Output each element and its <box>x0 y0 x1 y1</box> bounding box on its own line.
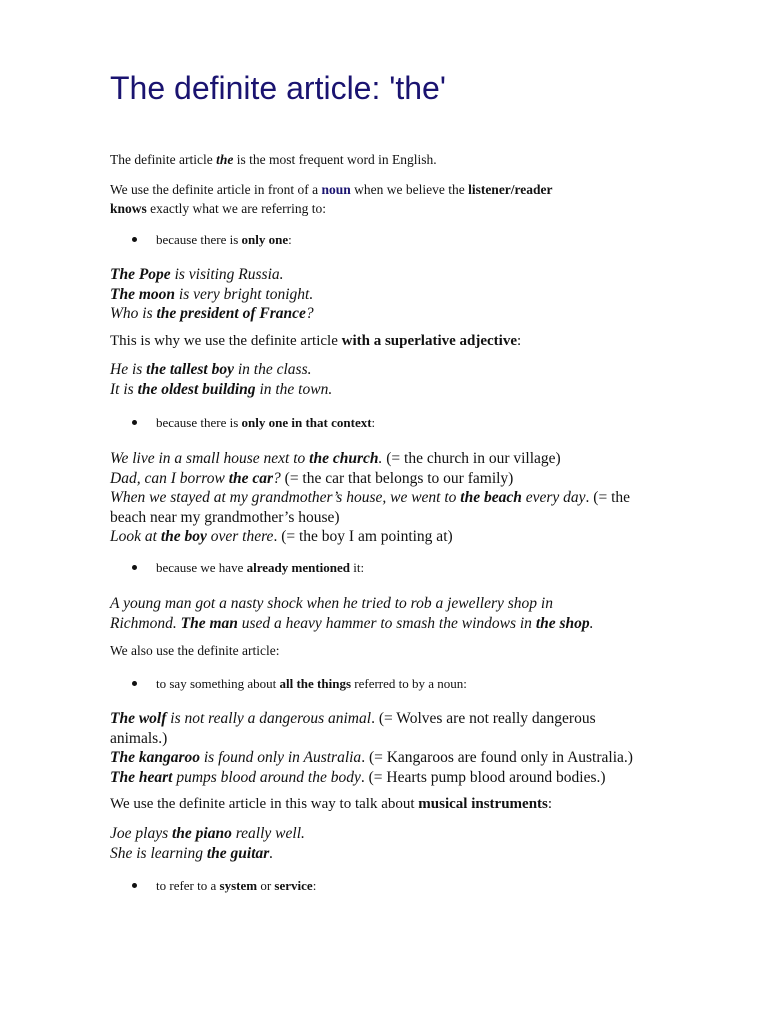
example-emphasis: the oldest building <box>137 380 256 398</box>
bullet-emphasis: only one <box>241 232 289 247</box>
example-text: over there <box>206 528 274 545</box>
bullet-already-mentioned <box>132 559 364 577</box>
example-text: Look at <box>110 528 161 545</box>
bullet-dot-icon <box>132 883 137 888</box>
example-emphasis: The wolf <box>110 710 167 727</box>
example-text: is found only in Australia <box>200 749 362 766</box>
example-block-5 <box>110 709 710 787</box>
term-knows: knows <box>110 201 147 216</box>
example-gloss: . (= Kangaroos are found only in Australia.) <box>361 749 633 766</box>
example-text: When we stayed at my grandmother’s house, we went to <box>110 489 461 506</box>
example-emphasis: the piano <box>171 825 232 842</box>
example-text: . <box>589 614 594 632</box>
example-emphasis: the boy <box>160 528 207 545</box>
example-emphasis: The moon <box>110 285 176 303</box>
bullet-dot-icon <box>132 681 137 686</box>
bullet-dot-icon <box>132 237 137 242</box>
bullet-emphasis: already mentioned <box>246 560 350 575</box>
bullet-dot-icon <box>132 565 137 570</box>
example-emphasis: The Pope <box>110 266 171 283</box>
example-emphasis: the shop <box>535 614 590 632</box>
example-text: in the class. <box>234 361 312 378</box>
example-block-1 <box>110 265 710 324</box>
term-listener-reader: listener/reader <box>468 182 553 197</box>
bullet-only-one-context <box>132 414 375 432</box>
example-block-2 <box>110 360 710 399</box>
example-text: used a heavy hammer to smash the windows in <box>237 614 536 632</box>
also-paragraph: We also use the definite article: <box>110 643 280 658</box>
musical-paragraph <box>110 795 710 814</box>
bullet-emphasis: only one in that context <box>241 415 372 430</box>
bullet-text: because there is <box>156 415 242 430</box>
bullet-text: it: <box>350 560 365 575</box>
bullet-text: : <box>312 878 317 893</box>
bullet-emphasis: all the things <box>279 676 352 691</box>
example-emphasis: the tallest boy <box>146 361 234 378</box>
bullet-emphasis: service <box>274 878 313 893</box>
example-text: pumps blood around the body <box>172 768 361 786</box>
bullet-text: : <box>371 415 376 430</box>
term-the: the <box>216 152 234 167</box>
example-block-6 <box>110 824 710 863</box>
bullet-only-one <box>132 231 292 249</box>
example-gloss: animals.) <box>110 729 168 747</box>
example-emphasis: The heart <box>110 768 173 786</box>
example-emphasis: the car <box>228 469 274 487</box>
paragraph-text: : <box>517 333 522 349</box>
bullet-dot-icon <box>132 420 137 425</box>
example-emphasis: The kangaroo <box>110 749 200 766</box>
example-emphasis: the guitar <box>206 844 270 862</box>
example-text: . <box>378 450 387 467</box>
example-text: Richmond. <box>110 614 181 632</box>
example-gloss: . (= Wolves are not really dangerous <box>371 710 596 727</box>
example-text: is not really a dangerous animal <box>166 710 372 727</box>
example-text: in the town. <box>255 380 333 398</box>
intro-text: We use the definite article in front of a <box>110 182 322 197</box>
bullet-text: to refer to a <box>156 878 220 893</box>
paragraph-text: We use the definite article in this way to talk about <box>110 796 419 812</box>
intro-paragraph-2 <box>110 180 710 218</box>
example-emphasis: the church <box>309 450 379 467</box>
example-emphasis: the president of France <box>156 305 306 322</box>
example-text: Dad, can I borrow <box>110 469 229 487</box>
example-text: He is <box>110 361 147 378</box>
example-text: ? <box>273 469 285 487</box>
example-text: . <box>269 844 274 862</box>
example-text: is visiting Russia. <box>170 266 284 283</box>
intro-paragraph-1 <box>110 150 710 169</box>
paragraph-emphasis: musical instruments <box>418 796 548 812</box>
paragraph-emphasis: with a superlative adjective <box>341 333 517 349</box>
bullet-text: referred to by a noun: <box>351 676 467 691</box>
example-text: really well. <box>231 825 305 842</box>
example-text: It is <box>110 380 138 398</box>
example-text: Joe plays <box>110 825 172 842</box>
example-gloss: . (= the <box>585 489 631 506</box>
paragraph-text: This is why we use the definite article <box>110 333 342 349</box>
example-gloss: (= the car that belongs to our family) <box>284 469 514 487</box>
page-title: The definite article: 'the' <box>110 70 446 106</box>
example-text: every day <box>521 489 586 506</box>
intro-text: The definite article <box>110 152 217 167</box>
example-block-4 <box>110 594 710 633</box>
bullet-text: because we have <box>156 560 247 575</box>
intro-text: is the most frequent word in English. <box>233 152 437 167</box>
bullet-text: to say something about <box>156 676 280 691</box>
example-text: is very bright tonight. <box>175 285 314 303</box>
example-text: We live in a small house next to <box>110 450 310 467</box>
bullet-text: or <box>257 878 275 893</box>
example-text: She is learning <box>110 844 207 862</box>
intro-text: when we believe the <box>350 182 469 197</box>
example-block-3 <box>110 449 710 547</box>
example-text: Who is <box>110 305 157 322</box>
bullet-text: : <box>288 232 292 247</box>
bullet-system-service <box>132 877 316 895</box>
superlative-paragraph <box>110 332 710 351</box>
example-gloss: beach near my grandmother’s house) <box>110 508 340 526</box>
bullet-all-the-things <box>132 675 467 693</box>
example-gloss: . (= Hearts pump blood around bodies.) <box>360 768 606 786</box>
intro-text: exactly what we are referring to: <box>146 201 326 216</box>
example-gloss: (= the church in our village) <box>386 450 561 467</box>
example-text: ? <box>305 305 314 322</box>
example-emphasis: the beach <box>460 489 522 506</box>
paragraph-text: : <box>547 796 553 812</box>
term-noun: noun <box>321 182 351 197</box>
example-emphasis: The man <box>180 614 238 632</box>
example-gloss: . (= the boy I am pointing at) <box>273 528 453 545</box>
bullet-emphasis: system <box>219 878 258 893</box>
bullet-text: because there is <box>156 232 242 247</box>
example-text: A young man got a nasty shock when he tried to rob a jewellery shop in <box>110 595 553 612</box>
